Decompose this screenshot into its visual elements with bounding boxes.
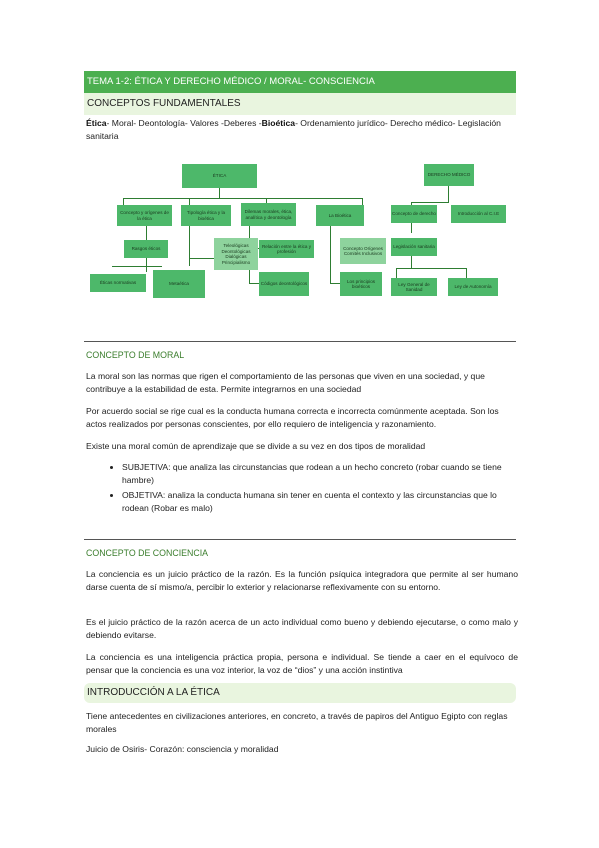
topic-etica: Ética bbox=[86, 118, 107, 128]
paragraph-moral-1: La moral son las normas que rigen el comportamiento de las personas que viven en una sociedad, y que contribuye a la estabilidad de esta. Permite integrarnos en una sociedad bbox=[86, 371, 485, 394]
diagram-node-ley-autonomia: Ley de Autonomía bbox=[448, 278, 498, 296]
diagram-node-eticas-normativas: Éticas normativas bbox=[90, 274, 146, 292]
moral-types-list bbox=[86, 461, 518, 517]
diagram-node-metaetica: Metaética bbox=[153, 270, 205, 298]
paragraph-moral-2: Por acuerdo social se rige cual es la conducta humana correcta e incorrecta comúnmente aceptada. Son los actos realizados por personas conscientes, por ello requiero de inteligencia y razonamiento. bbox=[86, 406, 499, 429]
diagram-node-legislacion: Legislación sanitaria bbox=[391, 238, 437, 256]
paragraph-intro-2: Juicio de Osiris- Corazón: consciencia y moralidad bbox=[86, 744, 279, 754]
section-banner-introduccion: INTRODUCCIÓN A LA ÉTICA bbox=[84, 683, 516, 703]
divider bbox=[84, 539, 516, 540]
diagram-node-etica: ÉTICA bbox=[182, 164, 257, 188]
paragraph-conciencia-1: La conciencia es un juicio práctico de la razón. Es la función psíquica integradora que permite al ser humano darse cuenta de sí mismo/a, percibir lo exterior y relacionarse reflexivamente con su entorno. bbox=[86, 569, 518, 592]
diagram-node-relacion: Relación entre la ética y profesión bbox=[259, 240, 314, 258]
topics-list bbox=[86, 117, 518, 143]
section-banner-conceptos: CONCEPTOS FUNDAMENTALES bbox=[84, 93, 516, 115]
heading-concepto-moral: CONCEPTO DE MORAL bbox=[86, 350, 185, 360]
diagram-node-derecho: DERECHO MÉDICO bbox=[424, 164, 474, 186]
list-item-objetiva: • OBJETIVA: analiza la conducta humana sin tener en cuenta el contexto y las circunstancias que lo rodean (Robar es malo) bbox=[122, 489, 518, 515]
diagram-node-rasgos: Rasgos éticos bbox=[124, 240, 168, 258]
paragraph-conciencia-3: La conciencia es una inteligencia práctica propia, persona e individual. Se tiende a caer en el equívoco de pensar que la conciencia es una voz interior, la voz de “dios” y una acción instintiva bbox=[86, 652, 518, 675]
diagram-node-bioetica: La Bioética bbox=[316, 205, 364, 226]
document-title-banner: TEMA 1-2: ÉTICA Y DERECHO MÉDICO / MORAL- CONSCIENCIA bbox=[84, 71, 516, 93]
list-item-subjetiva: • SUBJETIVA: que analiza las circunstancias que rodean a un hecho concreto (robar cuando se tiene hambre) bbox=[122, 461, 518, 487]
divider bbox=[84, 341, 516, 342]
diagram-node-ley-general: Ley General de Sanidad bbox=[391, 278, 437, 296]
topic-bioetica: Bioética bbox=[261, 118, 296, 128]
heading-concepto-conciencia: CONCEPTO DE CONCIENCIA bbox=[86, 548, 209, 558]
diagram-node-concepto-derecho: Concepto de derecho bbox=[391, 205, 437, 223]
diagram-node-principios: Los principios bioéticos bbox=[340, 272, 382, 296]
diagram-node-teleologicas: Teleológicas Deontológicas Dialógicas Principialismo bbox=[214, 238, 258, 270]
paragraph-moral-3: Existe una moral común de aprendizaje que se divide a su vez en dos tipos de moralidad bbox=[86, 441, 426, 451]
paragraph-conciencia-2: Es el juicio práctico de la razón acerca de un acto individual como bueno y debiendo ejecutarse, o como malo y debiendo evitarse. bbox=[86, 617, 518, 640]
diagram-node-concepto-bio: Concepto Orígenes Comités Inclusivos bbox=[340, 238, 386, 264]
diagram-node-codigos: Códigos deontológicos bbox=[259, 272, 309, 296]
diagram-node-tipologia: Tipología ética y la bioética bbox=[181, 205, 231, 226]
topic-text-1: - Moral- Deontología- Valores -Deberes - bbox=[106, 118, 262, 128]
paragraph-intro-1: Tiene antecedentes en civilizaciones anteriores, en concreto, a través de papiros del Antiguo Egipto con reglas morales bbox=[86, 711, 508, 734]
diagram-node-cie: Introducción al C.I.E bbox=[451, 205, 506, 223]
diagram-node-concepto-origenes: Concepto y orígenes de la ética bbox=[117, 205, 172, 226]
concept-map bbox=[86, 158, 516, 308]
diagram-node-dilemas: Dilemas morales, ética, analítica y deontología bbox=[241, 203, 296, 226]
topic-text-2: - Ordenamiento jurídico- Derecho médico- Legislación sanitaria bbox=[86, 118, 501, 141]
